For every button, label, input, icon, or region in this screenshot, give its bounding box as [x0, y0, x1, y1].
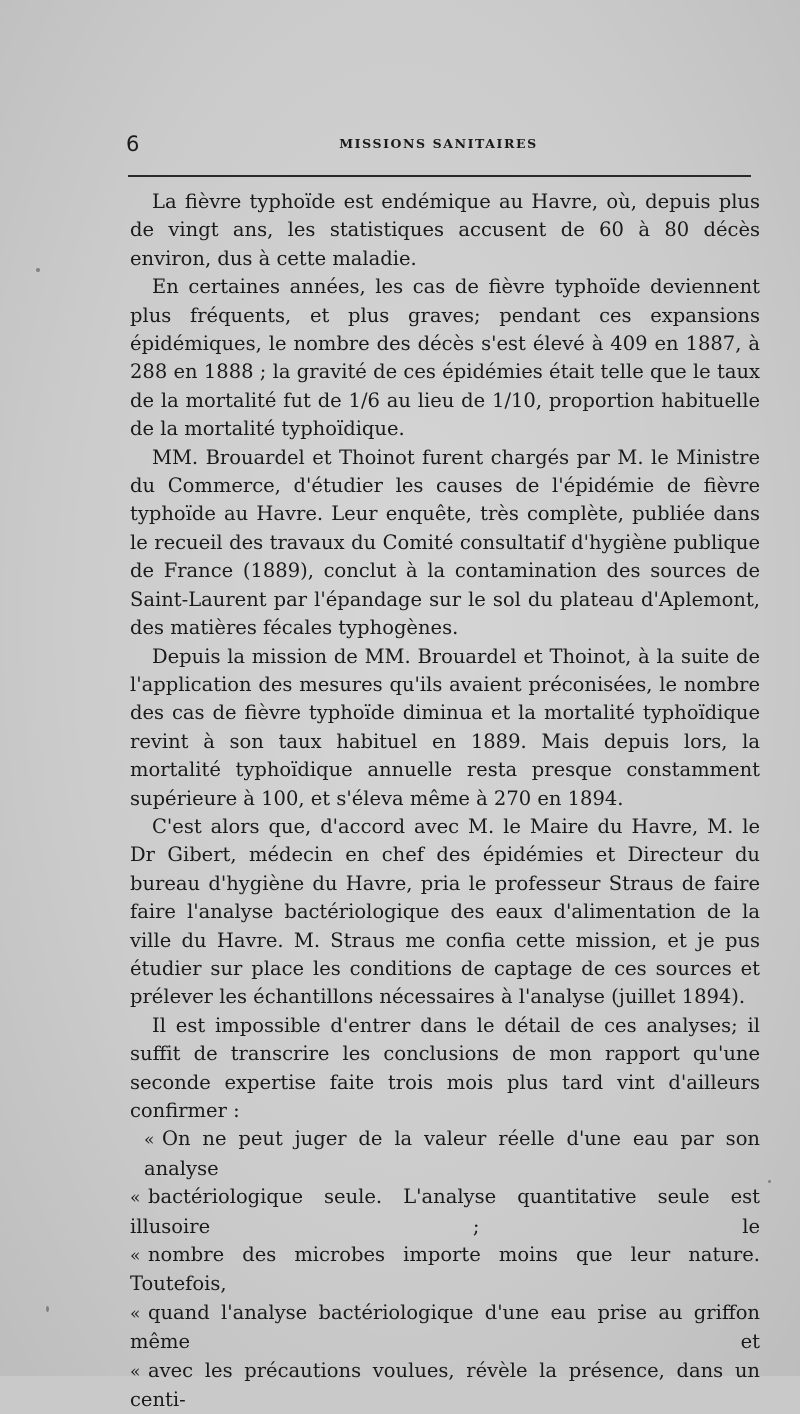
paragraph: La fièvre typhoïde est endémique au Havre, où, depuis plus de vingt ans, les statistiques accusent de 60 à 80 décès environ, dus à cette maladie.: [130, 190, 760, 270]
paragraph: Depuis la mission de MM. Brouardel et Thoinot, à la suite de l'application des mesures qu'ils avaient préconisées, le nombre des cas de fièvre typhoïde diminua et la mortalité typhoïdique revint à son taux habituel en 1889. Mais depuis lors, la mortalité typhoïdique annuelle resta presque constamment supérieure à 100, et s'éleva même à 270 en 1894.: [130, 644, 760, 810]
quote-line-text: quand l'analyse bactériologique d'une eau prise au griffon même et: [130, 1300, 760, 1354]
guillemet: «: [130, 1246, 141, 1267]
guillemet: «: [130, 1361, 141, 1382]
block-quote: [130, 1125, 760, 1414]
paragraph: Il est impossible d'entrer dans le détail de ces analyses; il suffit de transcrire les conclusions de mon rapport qu'une seconde expertise faite trois mois plus tard vint d'ailleurs confirmer :: [130, 1013, 760, 1122]
paragraph: En certaines années, les cas de fièvre typhoïde deviennent plus fréquents, et plus graves; pendant ces expansions épidémiques, le nombre des décès s'est élevé à 409 en 1887, à 288 en 1888 ; la gravité de ces épidémies était telle que le taux de la mortalité fut de 1/6 au lieu de 1/10, proportion habituelle de la mortalité typhoïdique.: [130, 275, 760, 441]
running-title: MISSIONS SANITAIRES: [339, 136, 538, 151]
quote-line: [130, 1183, 760, 1241]
print-speck: [36, 268, 40, 272]
quote-line: [130, 1357, 760, 1414]
paragraph: MM. Brouardel et Thoinot furent chargés par M. le Ministre du Commerce, d'étudier les causes de l'épidémie de fièvre typhoïde au Havre. Leur enquête, très complète, publiée dans le recueil des travaux du Comité consultatif d'hygiène publique de France (1889), conclut à la contamination des sources de Saint-Laurent par l'épandage sur le sol du plateau d'Aplemont, des matières fécales typhogènes.: [130, 445, 760, 640]
paragraph: C'est alors que, d'accord avec M. le Maire du Havre, M. le Dr Gibert, médecin en chef des épidémies et Directeur du bureau d'hygiène du Havre, pria le professeur Straus de faire faire l'analyse bactériologique des eaux d'alimentation de la ville du Havre. M. Straus me confia cette mission, et je pus étudier sur place les conditions de captage de ces sources et prélever les échantillons nécessaires à l'analyse (juillet 1894).: [130, 814, 760, 1009]
header-rule: [128, 175, 751, 177]
guillemet: «: [130, 1303, 141, 1324]
quote-line: [130, 1241, 760, 1299]
body-text: [130, 188, 760, 1414]
quote-line-text: nombre des microbes importe moins que leur nature. Toutefois,: [130, 1243, 760, 1296]
page-header: [126, 132, 751, 160]
page-number: 6: [126, 132, 140, 156]
quote-line: [130, 1125, 760, 1183]
quote-line-text: bactériologique seule. L'analyse quantitative seule est illusoire ; le: [130, 1185, 760, 1238]
print-speck: [768, 1180, 771, 1183]
guillemet: «: [130, 1188, 141, 1209]
guillemet: «: [144, 1130, 155, 1151]
print-speck: [46, 1306, 49, 1312]
quote-line: [130, 1299, 760, 1357]
quote-line-text: avec les précautions voulues, révèle la présence, dans un centi-: [130, 1358, 760, 1412]
quote-line-text: On ne peut juger de la valeur réelle d'une eau par son analyse: [144, 1127, 760, 1180]
